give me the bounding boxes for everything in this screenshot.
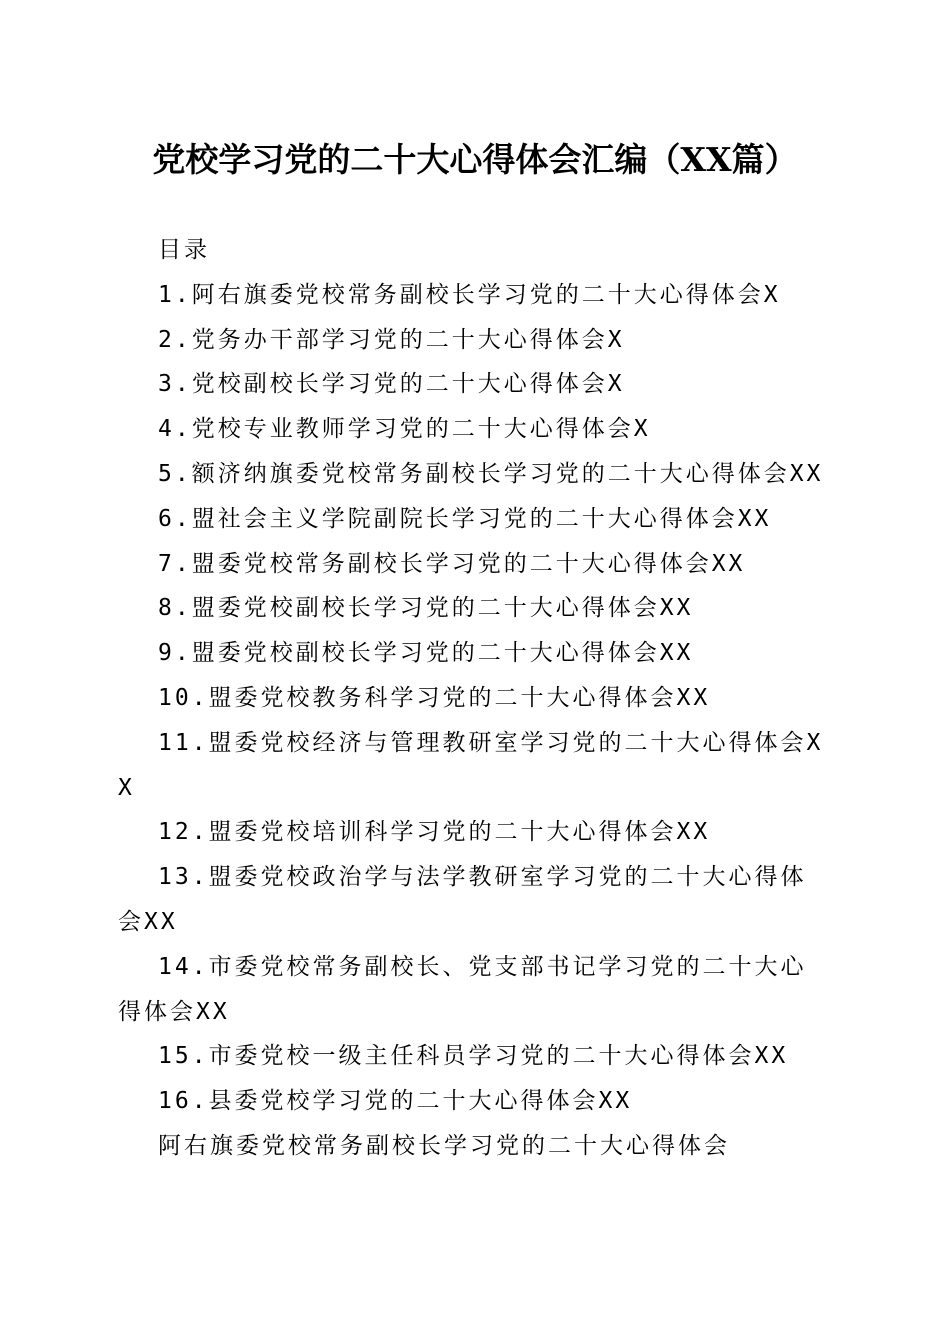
toc-heading: 目录 [158,237,210,263]
toc-item: 16.县委党校学习党的二十大心得体会XX [158,1088,633,1115]
toc-item: 15.市委党校一级主任科员学习党的二十大心得体会XX [158,1043,789,1070]
toc-item: 4.党校专业教师学习党的二十大心得体会X [158,416,651,443]
section-heading: 阿右旗委党校常务副校长学习党的二十大心得体会 [158,1132,730,1159]
toc-item: 8.盟委党校副校长学习党的二十大心得体会XX [158,595,694,622]
toc-item: 12.盟委党校培训科学习党的二十大心得体会XX [158,819,711,846]
toc-item: 3.党校副校长学习党的二十大心得体会X [158,371,625,398]
toc-item: 7.盟委党校常务副校长学习党的二十大心得体会XX [158,550,746,577]
toc-item: 9.盟委党校副校长学习党的二十大心得体会XX [158,640,694,667]
toc-item: 13.盟委党校政治学与法学教研室学习党的二十大心得体会XX [118,864,807,935]
document-title: 党校学习党的二十大心得体会汇编（XX篇） [152,140,798,179]
toc-item: 10.盟委党校教务科学习党的二十大心得体会XX [158,684,711,711]
table-of-contents [118,228,830,1169]
toc-item: 11.盟委党校经济与管理教研室学习党的二十大心得体会XX [118,729,824,801]
toc-item: 6.盟社会主义学院副院长学习党的二十大心得体会XX [158,505,772,532]
toc-item: 1.阿右旗委党校常务副校长学习党的二十大心得体会X [158,281,781,308]
toc-item: 2.党务办干部学习党的二十大心得体会X [158,326,625,353]
toc-item: 5.额济纳旗委党校常务副校长学习党的二十大心得体会XX [158,460,824,487]
toc-item: 14.市委党校常务副校长、党支部书记学习党的二十大心得体会XX [118,953,807,1025]
